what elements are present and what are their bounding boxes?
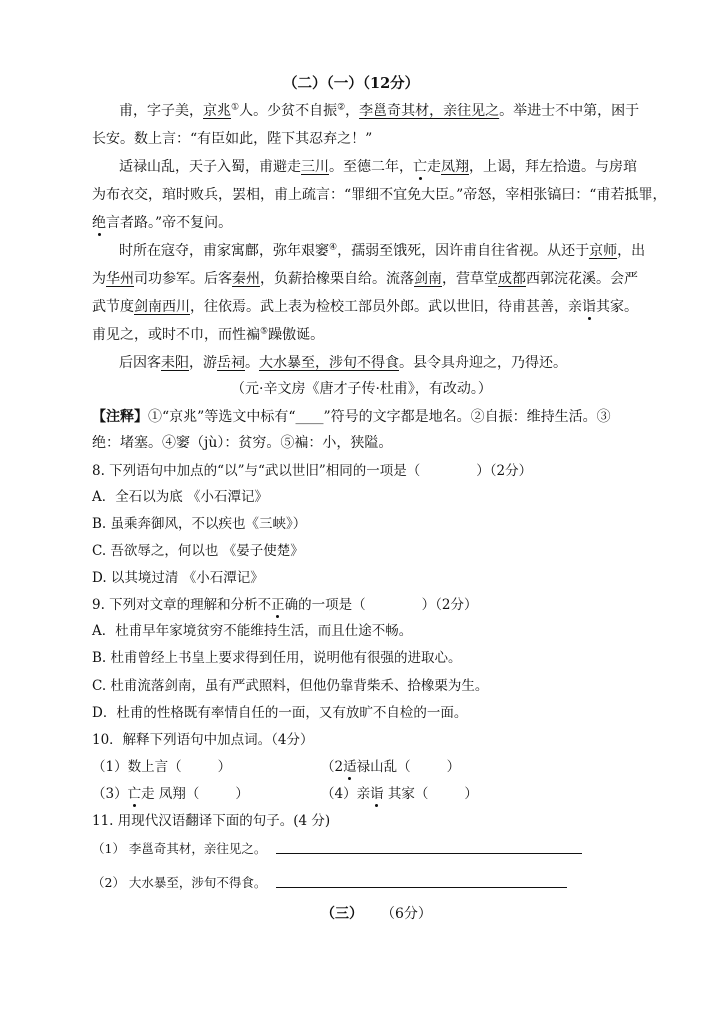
q9-option-c: C. 杜甫流落剑南，虽有严武照料，但他仍靠背柴禾、拾橡栗为生。 <box>92 678 489 694</box>
passage-p4-line1: 后因客耒阳，游岳祠。大水暴至，涉旬不得食。县令具舟迎之，乃得还。 <box>119 355 567 371</box>
place-fengxiang: 凤翔 <box>441 159 469 175</box>
passage-p3-line4: 甫见之，或时不巾，而性褊⑤躁傲诞。 <box>92 326 325 343</box>
place-jingshi: 京师 <box>589 243 618 259</box>
q9-stem: 9. 下列对文章的理解和分析不正确的一项是（ ）（2分） <box>92 597 478 613</box>
q9-option-d: D．杜甫的性格既有率情自任的一面，又有放旷不自检的一面。 <box>92 705 468 721</box>
place-leiyang: 耒阳 <box>161 355 189 371</box>
place-huazhou: 华州 <box>106 271 134 287</box>
q11-answer-line-2[interactable] <box>276 887 567 888</box>
underlined-sentence-1: 李邕奇其材，亲往见之 <box>359 103 500 119</box>
place-qinzhou: 秦州 <box>232 271 260 287</box>
q8-stem: 8. 下列语句中加点的“以”与“武以世旧”相同的一项是（ ）（2分） <box>92 463 533 479</box>
passage-p1-line2: 长安。数上言：“有臣如此，陛下其忍弃之！” <box>92 131 373 147</box>
passage-p3-line2: 为华州司功参军。后客秦州，负薪拾橡栗自给。流落剑南，营草堂成都西郭浣花溪。会严 <box>92 271 638 287</box>
passage-p2-line1: 适禄山乱，天子入蜀，甫避走三川。至德二年，亡走凤翔，上谒，拜左拾遗。与房琯 <box>119 159 637 175</box>
q8-option-c: C. 吾欲辱之，何以也 《晏子使楚》 <box>92 543 304 559</box>
place-yuehe: 岳祠 <box>217 355 245 371</box>
q11-stem: 11. 用现代汉语翻译下面的句子。(4 分) <box>92 813 331 829</box>
passage-p2-line3: 绝言者路。”帝不复问。 <box>92 215 233 231</box>
q10-item-3: （3）亡走 凤翔（ ） <box>92 786 249 802</box>
q8-option-d: D. 以其境过清 《小石潭记》 <box>92 570 264 586</box>
q10-item-4: （4）亲诣 其家（ ） <box>321 786 478 802</box>
q8-option-b: B. 虽乘奔御风，不以疾也《三峡》） <box>92 516 307 532</box>
q10-stem: 10．解释下列语句中加点词。（4分） <box>92 732 314 748</box>
q8-option-a: A．全石以为底 《小石潭记》 <box>92 489 269 505</box>
place-jingzhao: 京兆 <box>203 103 231 119</box>
notes-line2: 绝：堵塞。④窭（jù）：贫穷。⑤褊：小，狭隘。 <box>92 435 393 451</box>
q11-sentence-1: （1） 李邕奇其材，亲往见之。 <box>92 841 267 856</box>
passage-p2-line2: 为布衣交，琯时败兵，罢相，甫上疏言：“罪细不宜免大臣。”帝怒，宰相张镐曰：“甫若抵罪， <box>92 187 667 203</box>
place-jiannanxichuan: 剑南西川 <box>134 299 190 315</box>
place-sanchuan: 三川 <box>301 159 329 175</box>
q10-item-2: （2适禄山乱（ ） <box>321 759 461 775</box>
q11-sentence-2: （2） 大水暴至，涉旬不得食。 <box>92 875 267 890</box>
underlined-sentence-2: 大水暴至，涉旬不得食 <box>259 355 399 371</box>
place-chengdu: 成都 <box>498 271 526 287</box>
passage-p1-line1: 甫，字子美，京兆①人。少贫不自振②，李邕奇其材，亲往见之。举进士不中第，困于 <box>119 102 640 119</box>
q9-option-a: A．杜甫早年家境贫穷不能维持生活，而且仕途不畅。 <box>92 623 413 639</box>
place-jiannan: 剑南 <box>414 271 442 287</box>
q9-option-b: B. 杜甫曾经上书皇上要求得到任用，说明他有很强的进取心。 <box>92 650 462 666</box>
q10-item-1: （1）数上言（ ） <box>92 759 232 775</box>
section3-heading: （三） （6分） <box>321 906 432 922</box>
q11-answer-line-1[interactable] <box>276 853 582 854</box>
q9-negation: 不正确 <box>257 597 299 613</box>
passage-p3-line3: 武节度剑南西川，往依焉。武上表为检校工部员外郎。武以世旧，待甫甚善，亲诣其家。 <box>92 299 638 315</box>
passage-p3-line1: 时所在寇夺，甫家寓鄜，弥年艰窭④，孺弱至饿死，因许甫自往省视。从还于京师，出 <box>119 242 646 259</box>
passage-source: （元·辛文房《唐才子传·杜甫》，有改动。） <box>231 381 492 397</box>
section-title: （二）（一）（12分） <box>283 75 420 92</box>
notes-line1: 【注释】①“京兆”等选文中标有“____”符号的文字都是地名。②自振：维持生活。③ <box>92 409 611 425</box>
